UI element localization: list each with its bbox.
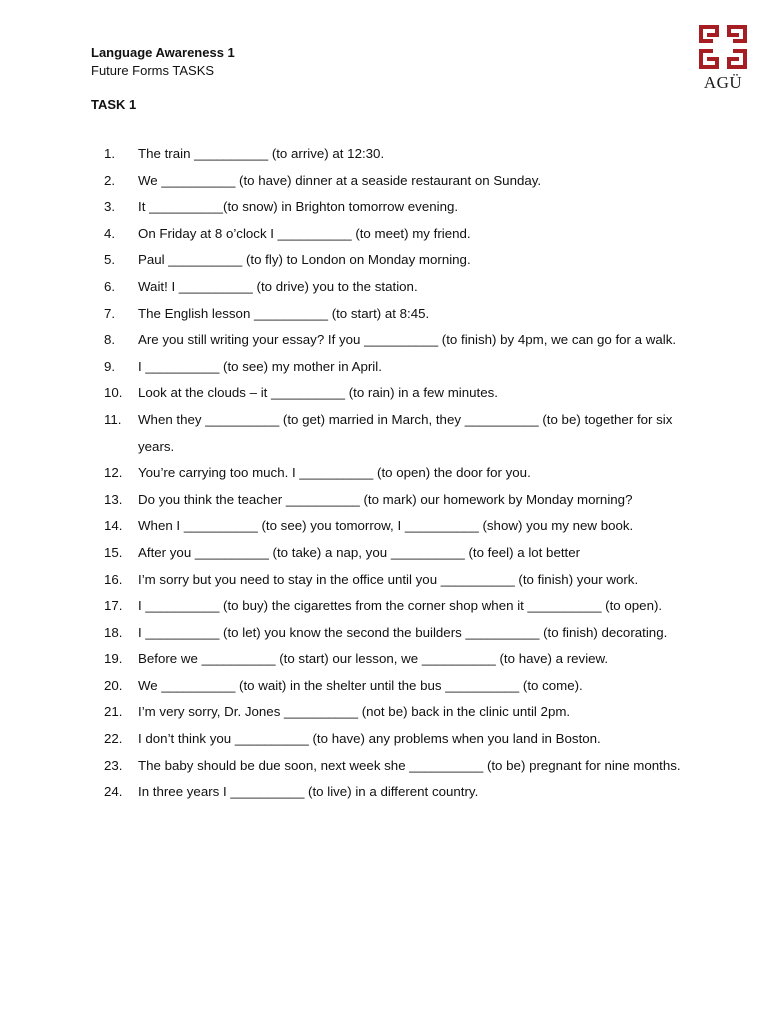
exercise-number: 4. [104, 225, 116, 241]
exercise-item [104, 487, 684, 514]
exercise-item [104, 753, 684, 780]
exercise-number: 10. [104, 385, 123, 401]
exercise-number: 7. [104, 305, 116, 321]
exercise-item [104, 194, 684, 221]
exercise-item [104, 513, 684, 540]
exercise-item [104, 699, 684, 726]
exercise-item [104, 301, 684, 328]
logo-wordmark: AGÜ [703, 73, 743, 92]
exercise-number: 19. [104, 651, 123, 667]
exercise-item [104, 673, 684, 700]
exercise-sentence: You’re carrying too much. I __________ (to open) the door for you. [138, 465, 531, 481]
document-subtitle: Future Forms TASKS [91, 63, 215, 78]
exercise-number: 12. [104, 465, 123, 481]
exercise-number: 20. [104, 677, 123, 693]
university-logo [697, 25, 749, 95]
exercise-sentence: Paul __________ (to fly) to London on Monday morning. [138, 252, 471, 268]
exercise-sentence: I __________ (to buy) the cigarettes from the corner shop when it __________ (to open). [138, 598, 663, 614]
exercise-number: 9. [104, 358, 116, 374]
exercise-number: 3. [104, 199, 116, 215]
exercise-item [104, 593, 684, 620]
exercise-sentence: It __________(to snow) in Brighton tomorrow evening. [138, 199, 459, 215]
document-header [91, 44, 235, 80]
exercise-number: 18. [104, 624, 123, 640]
exercise-number: 14. [104, 518, 123, 534]
exercise-sentence: Before we __________ (to start) our lesson, we __________ (to have) a review. [138, 651, 609, 667]
exercise-item [104, 540, 684, 567]
exercise-number: 2. [104, 172, 116, 188]
exercise-sentence: I __________ (to let) you know the second the builders __________ (to finish) decorating. [138, 624, 668, 640]
exercise-item [104, 274, 684, 301]
exercise-item [104, 141, 684, 168]
exercise-sentence: Look at the clouds – it __________ (to rain) in a few minutes. [138, 385, 498, 401]
exercise-sentence: Do you think the teacher __________ (to mark) our homework by Monday morning? [138, 491, 633, 507]
exercise-item [104, 354, 684, 381]
exercise-item [104, 247, 684, 274]
exercise-list [104, 141, 684, 806]
exercise-item [104, 327, 684, 354]
exercise-number: 17. [104, 598, 123, 614]
exercise-number: 11. [104, 411, 122, 427]
task-heading: TASK 1 [91, 97, 137, 112]
exercise-number: 16. [104, 571, 123, 587]
exercise-item [104, 407, 684, 460]
logo-emblem-icon [697, 25, 749, 71]
exercise-number: 23. [104, 757, 123, 773]
exercise-sentence: When they __________ (to get) married in March, they __________ (to be) together for six years. [138, 411, 673, 454]
exercise-item [104, 726, 684, 753]
exercise-number: 1. [104, 146, 116, 161]
exercise-sentence: The English lesson __________ (to start) at 8:45. [138, 305, 430, 321]
exercise-item [104, 567, 684, 594]
exercise-sentence: We __________ (to wait) in the shelter until the bus __________ (to come). [138, 677, 583, 693]
exercise-sentence: The baby should be due soon, next week she __________ (to be) pregnant for nine months. [138, 757, 681, 773]
exercise-number: 13. [104, 491, 123, 507]
exercise-sentence: I’m sorry but you need to stay in the office until you __________ (to finish) your work. [138, 571, 639, 587]
exercise-number: 15. [104, 544, 123, 560]
exercise-sentence: When I __________ (to see) you tomorrow, I __________ (show) you my new book. [138, 518, 634, 534]
exercise-sentence: We __________ (to have) dinner at a seaside restaurant on Sunday. [138, 172, 542, 188]
exercise-item [104, 620, 684, 647]
exercise-number: 22. [104, 731, 123, 747]
exercise-item [104, 221, 684, 248]
exercise-sentence: Wait! I __________ (to drive) you to the station. [138, 278, 418, 294]
exercise-sentence: I don’t think you __________ (to have) any problems when you land in Boston. [138, 731, 601, 747]
exercise-sentence: After you __________ (to take) a nap, you __________ (to feel) a lot better [138, 544, 581, 560]
exercise-number: 21. [104, 704, 123, 720]
course-title: Language Awareness 1 [91, 45, 235, 60]
exercise-number: 8. [104, 332, 116, 348]
exercise-sentence: Are you still writing your essay? If you __________ (to finish) by 4pm, we can go for a walk. [138, 332, 677, 348]
exercise-item [104, 646, 684, 673]
exercise-number: 6. [104, 278, 116, 294]
exercise-sentence: On Friday at 8 o’clock I __________ (to meet) my friend. [138, 225, 471, 241]
exercise-item [104, 168, 684, 195]
exercise-item [104, 779, 684, 806]
exercise-sentence: I’m very sorry, Dr. Jones __________ (not be) back in the clinic until 2pm. [138, 704, 571, 720]
exercise-item [104, 460, 684, 487]
exercise-sentence: In three years I __________ (to live) in a different country. [138, 784, 479, 800]
exercise-sentence: I __________ (to see) my mother in April. [138, 358, 382, 374]
exercise-number: 24. [104, 784, 123, 800]
exercise-number: 5. [104, 252, 116, 268]
exercise-item [104, 380, 684, 407]
exercise-sentence: The train __________ (to arrive) at 12:30. [138, 146, 385, 161]
